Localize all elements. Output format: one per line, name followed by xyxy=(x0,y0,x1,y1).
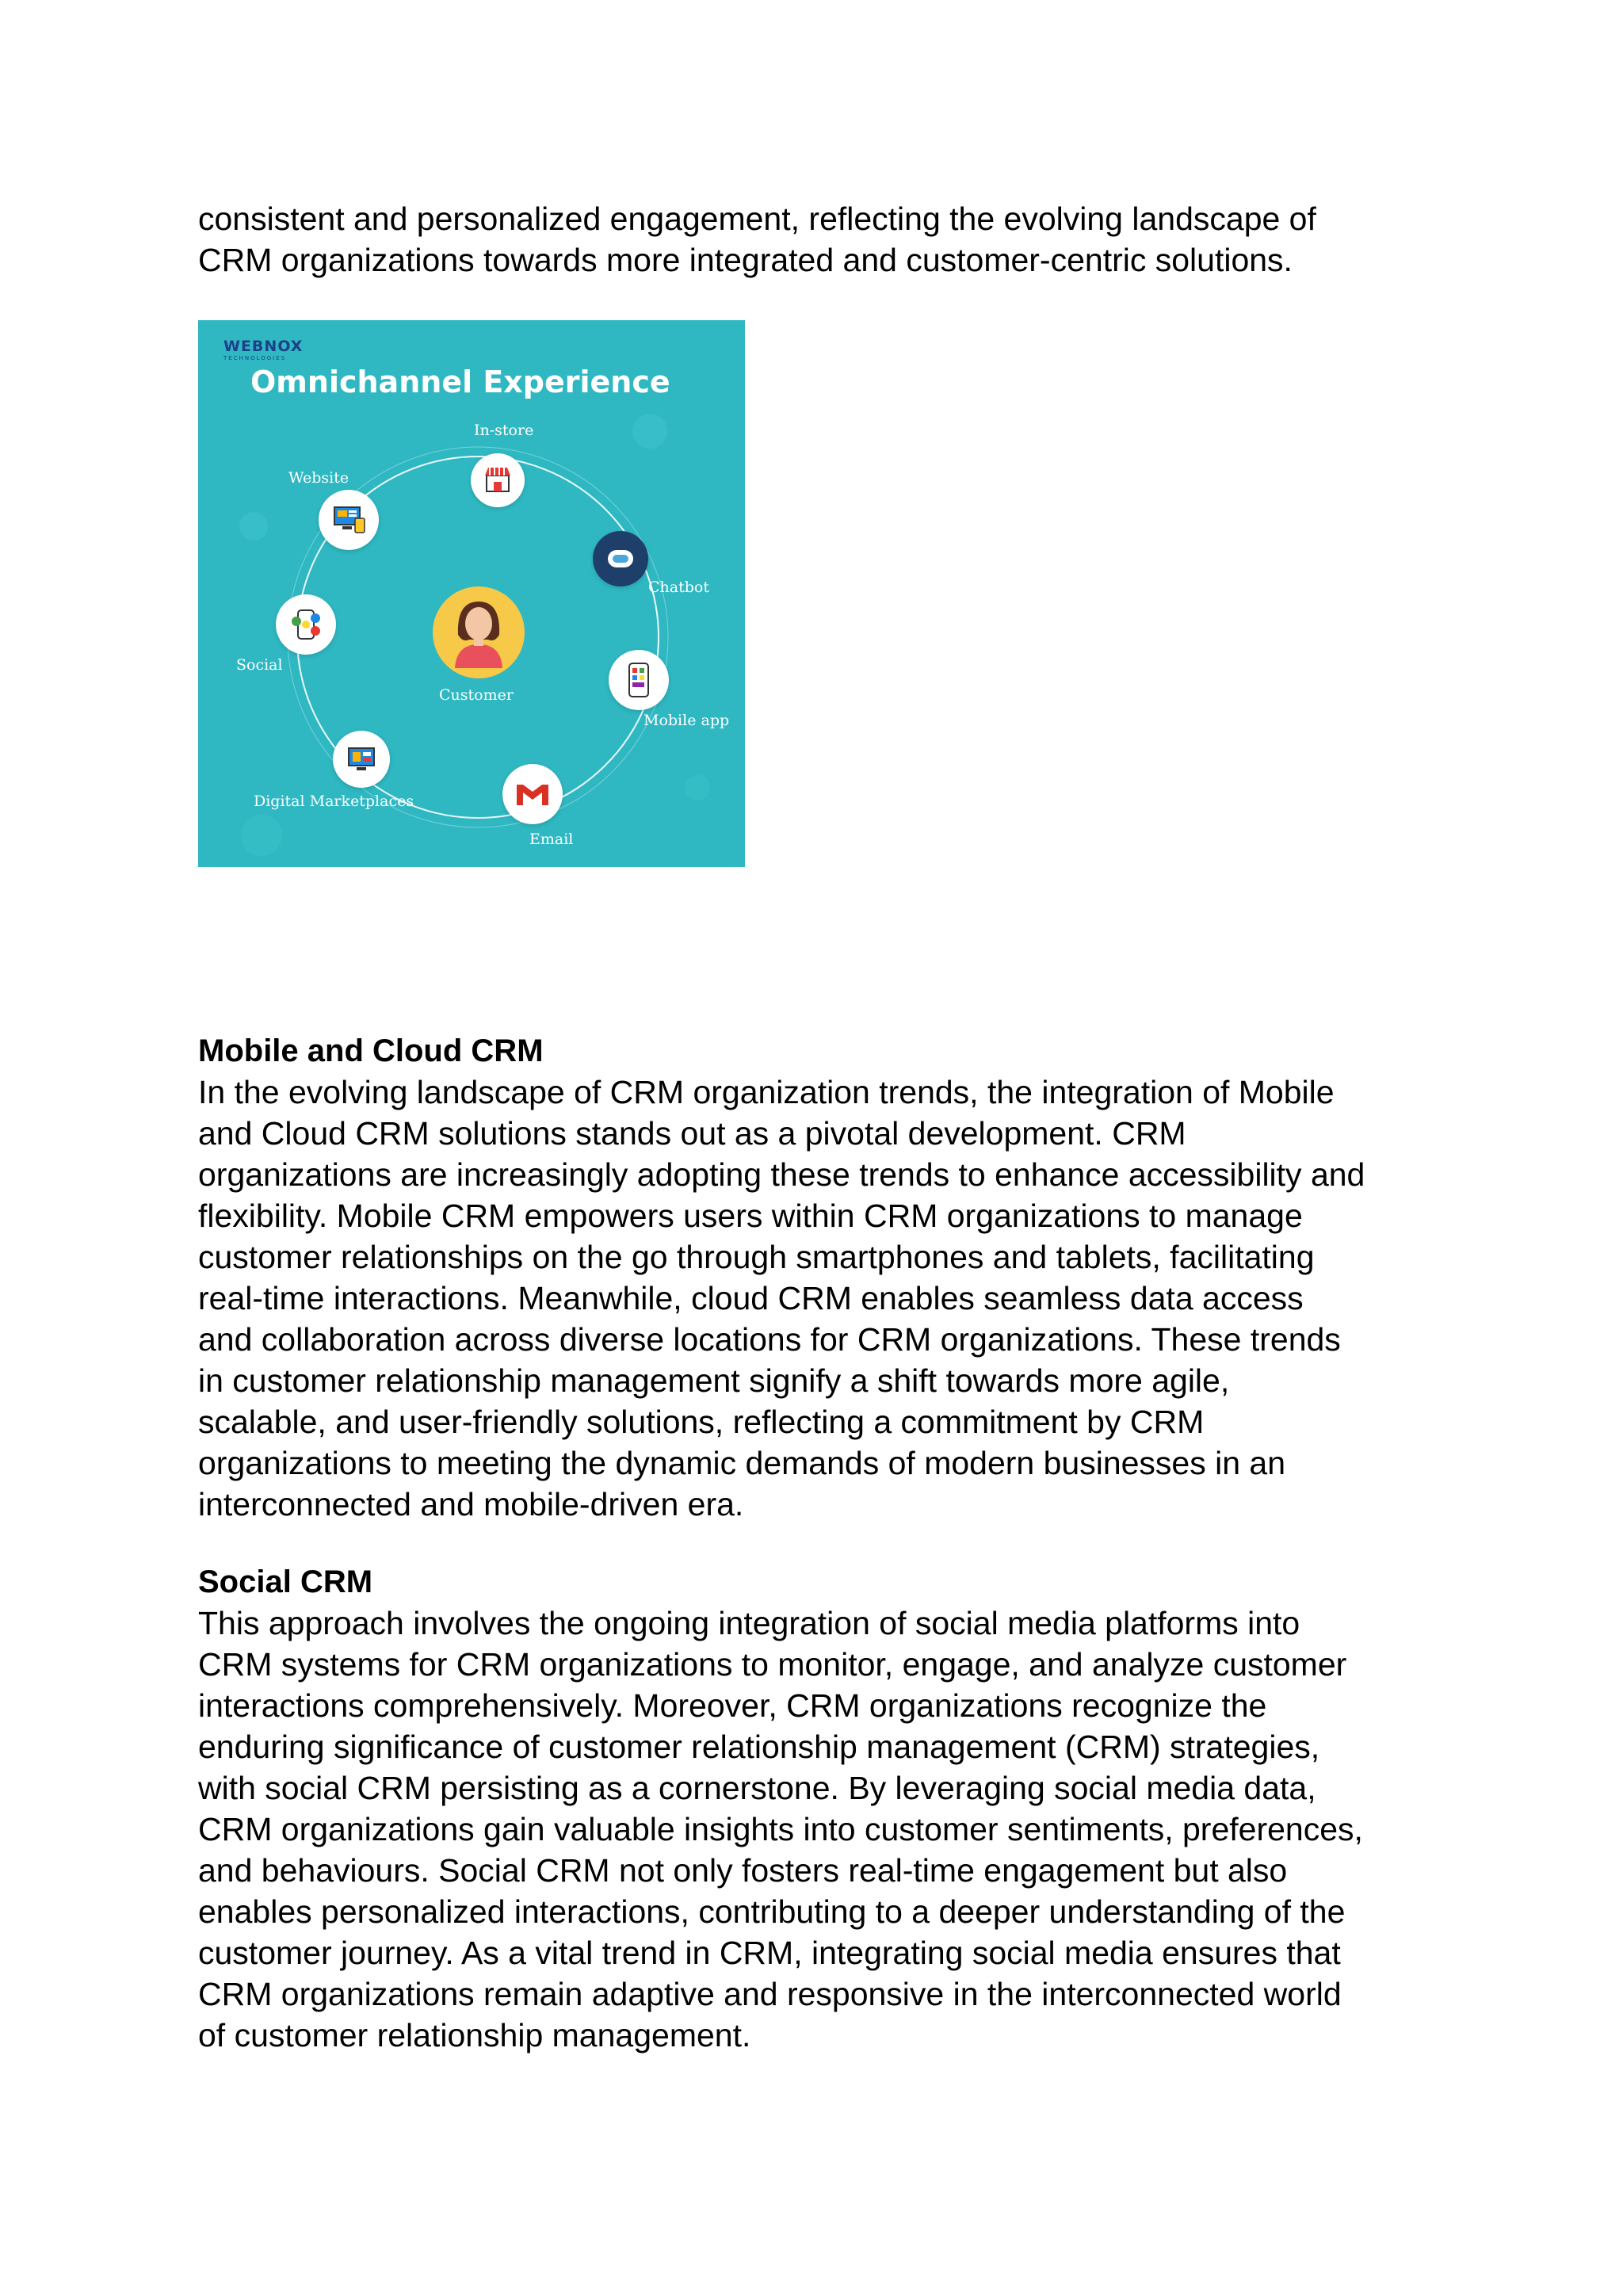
paragraph-line: and collaboration across diverse locations for CRM organizations. These trends xyxy=(198,1321,1341,1358)
paragraph-line: In the evolving landscape of CRM organization trends, the integration of Mobile xyxy=(198,1074,1335,1110)
channel-label-in-store: In-store xyxy=(474,422,534,439)
channel-label-mobile-app: Mobile app xyxy=(643,712,730,729)
paragraph-line: customer journey. As a vital trend in CRM, integrating social media ensures that xyxy=(198,1935,1341,1971)
paragraph-line: organizations to meeting the dynamic demands of modern businesses in an xyxy=(198,1445,1286,1481)
paragraph-line: enduring significance of customer relationship management (CRM) strategies, xyxy=(198,1729,1320,1765)
mobile-app-icon xyxy=(609,650,669,710)
section-heading: Social CRM xyxy=(198,1564,373,1599)
paragraph-line: organizations are increasingly adopting these trends to enhance accessibility and xyxy=(198,1156,1365,1193)
customer-avatar xyxy=(433,586,525,678)
company-logo-subtitle: TECHNOLOGIES xyxy=(223,355,287,361)
paragraph-line: flexibility. Mobile CRM empowers users within CRM organizations to manage xyxy=(198,1198,1303,1234)
section-paragraph xyxy=(198,1603,1482,2056)
paragraph-line: CRM organizations remain adaptive and responsive in the interconnected world xyxy=(198,1976,1342,2012)
paragraph-line: CRM systems for CRM organizations to monitor, engage, and analyze customer xyxy=(198,1646,1347,1683)
paragraph-line: and behaviours. Social CRM not only fosters real-time engagement but also xyxy=(198,1852,1288,1889)
channel-label-website: Website xyxy=(288,469,349,487)
channel-label-email: Email xyxy=(529,831,574,848)
infographic-title: Omnichannel Experience xyxy=(250,365,670,399)
paragraph-line: enables personalized interactions, contributing to a deeper understanding of the xyxy=(198,1893,1346,1930)
section-heading: Mobile and Cloud CRM xyxy=(198,1033,544,1068)
channel-label-social: Social xyxy=(236,656,283,674)
store-icon xyxy=(471,453,525,507)
company-logo: WEBNOX xyxy=(223,338,304,355)
paragraph-line: interactions comprehensively. Moreover, CRM organizations recognize the xyxy=(198,1687,1267,1724)
paragraph-line: CRM organizations gain valuable insights into customer sentiments, preferences, xyxy=(198,1811,1363,1847)
paragraph-line: of customer relationship management. xyxy=(198,2017,751,2053)
paragraph-line: and Cloud CRM solutions stands out as a pivotal development. CRM xyxy=(198,1115,1186,1152)
chatbot-icon xyxy=(593,531,648,586)
section-paragraph xyxy=(198,1072,1482,1525)
paragraph-line: real-time interactions. Meanwhile, cloud CRM enables seamless data access xyxy=(198,1280,1304,1316)
marketplace-icon xyxy=(333,731,390,788)
social-icon xyxy=(276,594,336,655)
paragraph-line: This approach involves the ongoing integration of social media platforms into xyxy=(198,1605,1300,1641)
paragraph-line: in customer relationship management signify a shift towards more agile, xyxy=(198,1362,1230,1399)
omnichannel-infographic xyxy=(198,320,745,867)
channel-label-digital-marketplaces: Digital Marketplaces xyxy=(254,793,414,810)
paragraph-line: scalable, and user-friendly solutions, reflecting a commitment by CRM xyxy=(198,1404,1205,1440)
paragraph-line: with social CRM persisting as a cornerstone. By leveraging social media data, xyxy=(198,1770,1316,1806)
customer-label: Customer xyxy=(439,686,514,704)
paragraph-line: interconnected and mobile-driven era. xyxy=(198,1486,744,1522)
customer-icon xyxy=(447,597,510,668)
channel-label-chatbot: Chatbot xyxy=(648,579,709,596)
paragraph-line: customer relationships on the go through smartphones and tablets, facilitating xyxy=(198,1239,1315,1275)
email-icon xyxy=(502,764,563,824)
intro-line: consistent and personalized engagement, reflecting the evolving landscape of xyxy=(198,201,1316,237)
website-icon xyxy=(319,490,379,550)
intro-line: CRM organizations towards more integrated and customer-centric solutions. xyxy=(198,242,1293,278)
